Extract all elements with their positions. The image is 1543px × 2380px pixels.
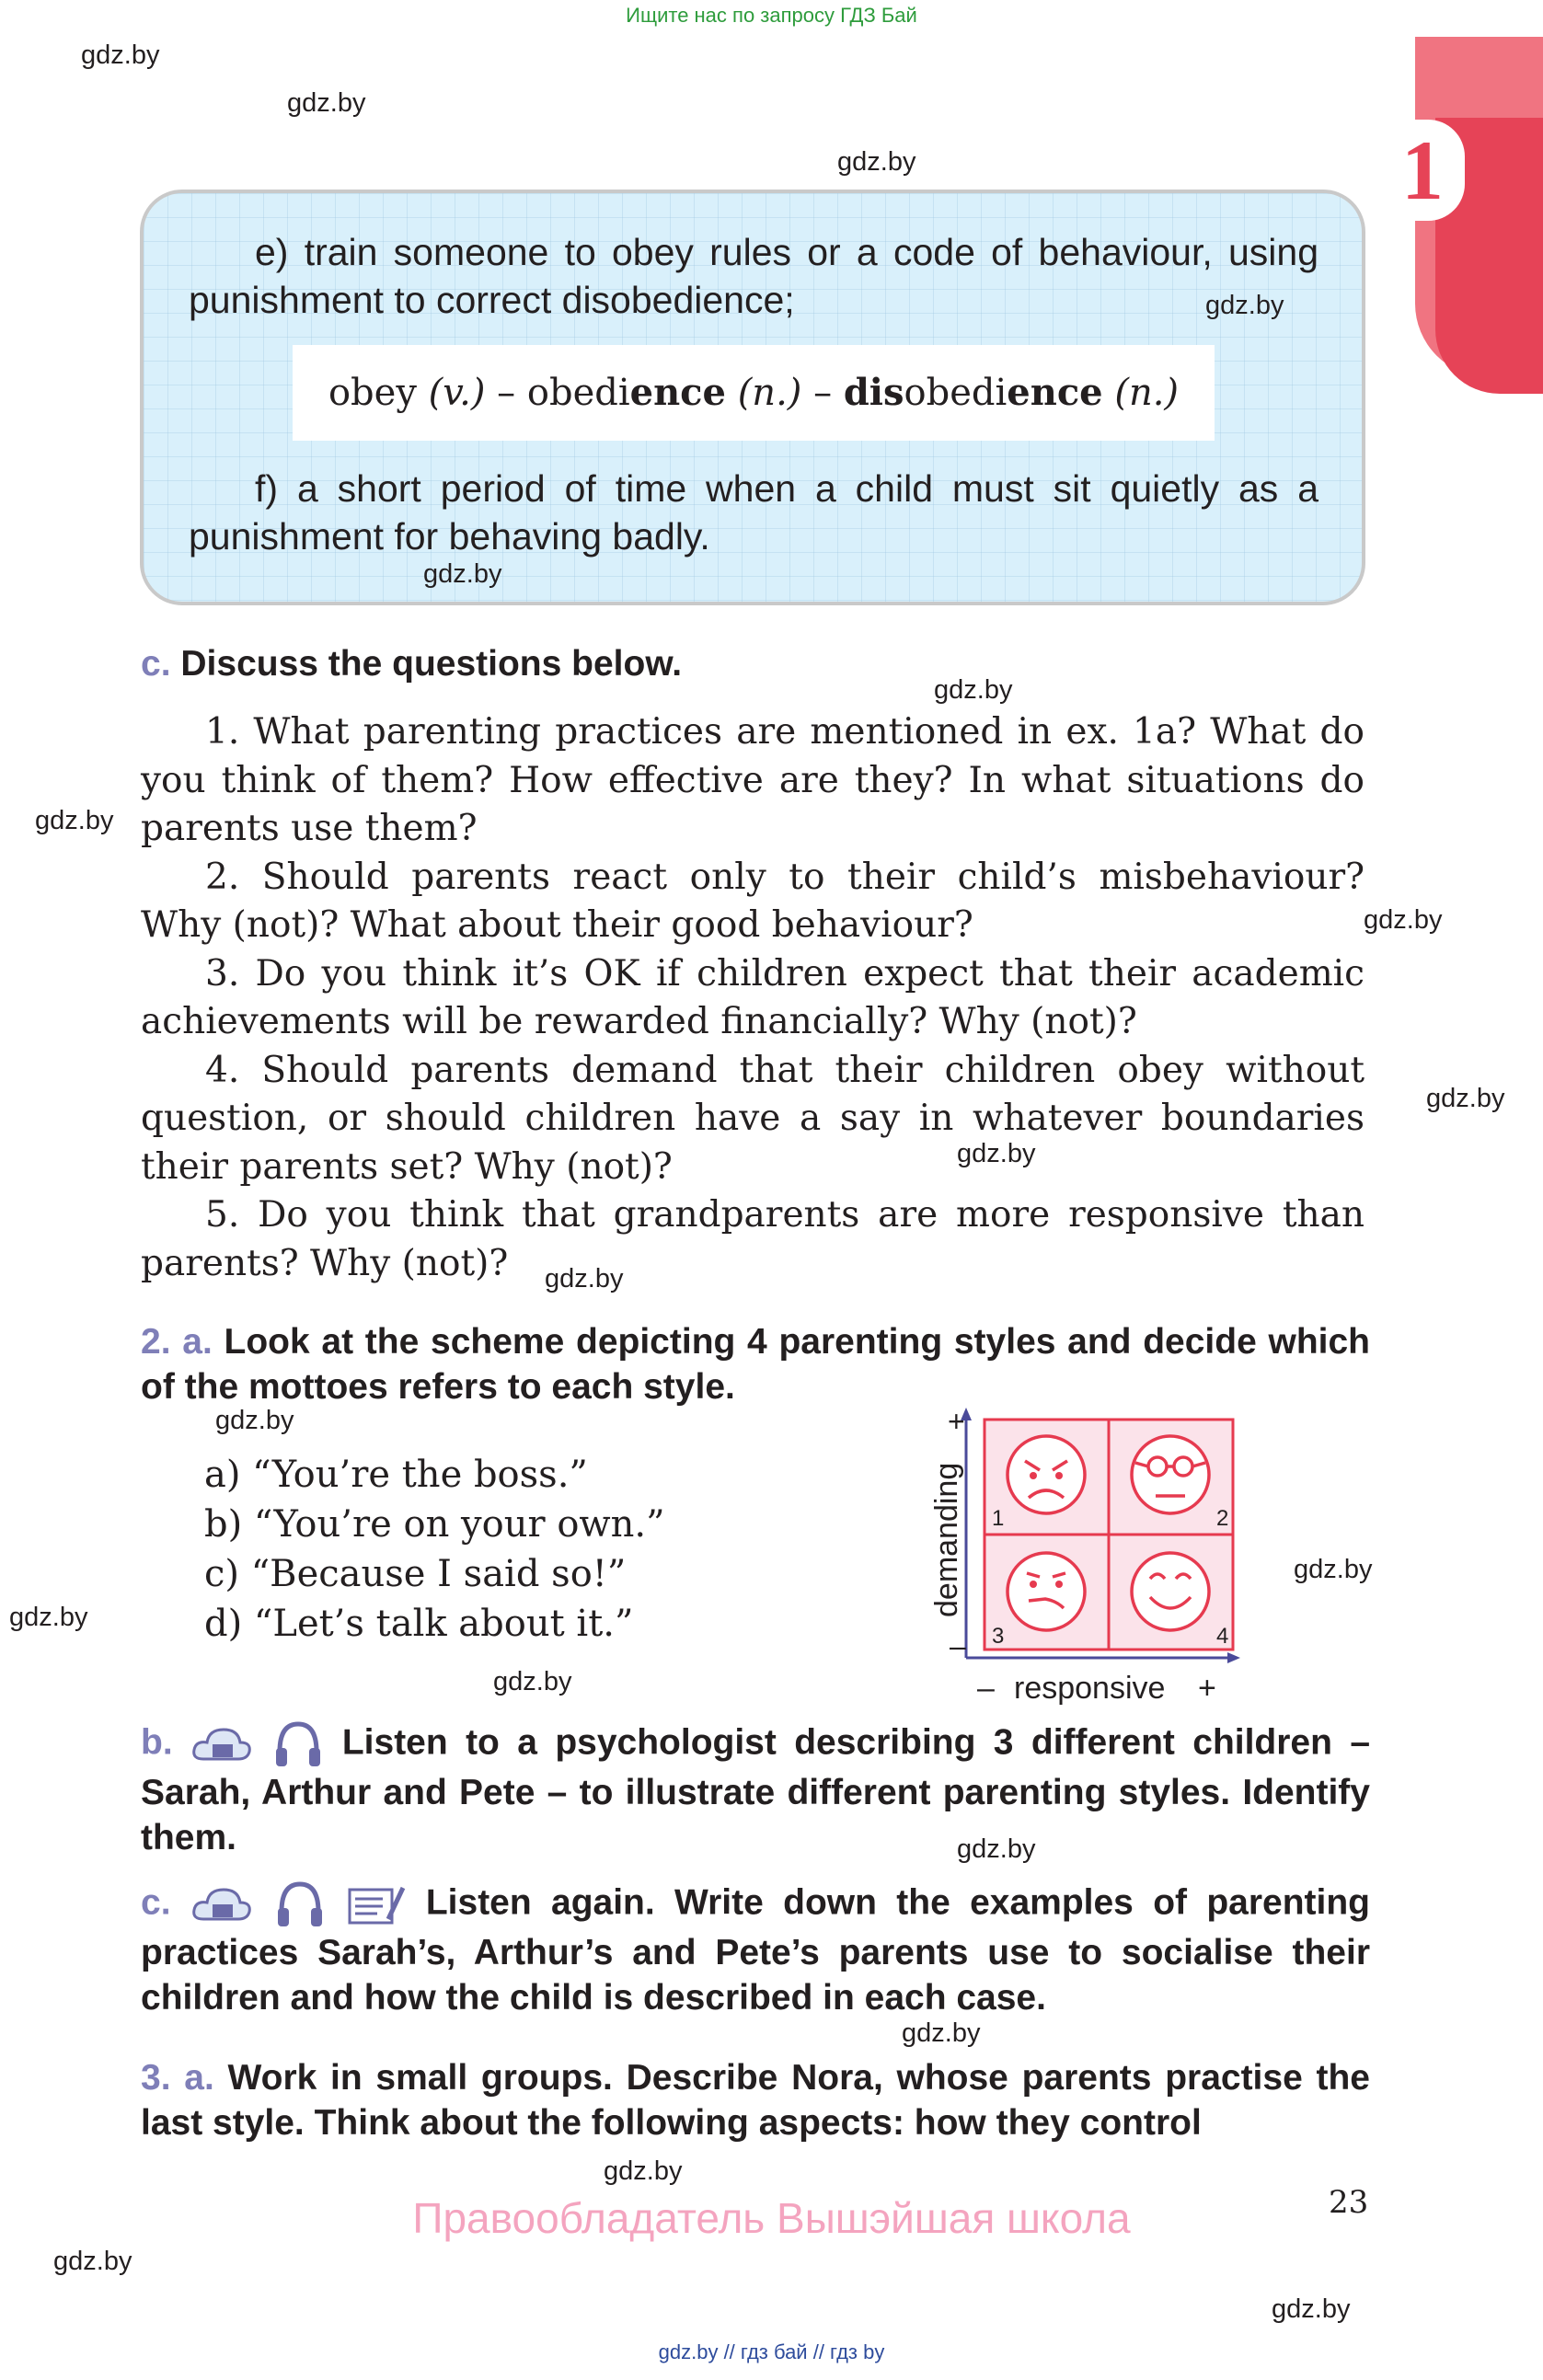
word-obedience-root: obedi — [526, 372, 630, 414]
angry-face-icon — [1008, 1436, 1085, 1513]
bottom-links[interactable]: gdz.by // гдз бай // гдз by — [658, 2340, 885, 2363]
pos-verb: (v.) — [428, 372, 486, 414]
watermark: gdz.by — [934, 675, 1013, 705]
y-minus-label: – — [950, 1629, 966, 1662]
question-1: 1. What parenting practices are mentioned in ex. 1a? What do you think of them? How effective are they? In what situations do parents use them? — [141, 711, 1365, 849]
pos-noun: (n.) — [737, 372, 802, 414]
questions-list — [141, 708, 1365, 1288]
watermark: gdz.by — [1364, 905, 1443, 935]
watermark: gdz.by — [287, 88, 366, 118]
ex3-letter-a: a. — [184, 2058, 214, 2098]
ex2-a-instruction — [141, 1319, 1370, 1409]
ex2-c-instruction — [141, 1879, 1370, 2020]
question-3: 3. Do you think it’s OK if children expect that their academic achievements will be rewarded financially? Why (not)? — [141, 952, 1365, 1042]
watermark: gdz.by — [1294, 1555, 1373, 1584]
dash: – — [497, 372, 516, 414]
smiling-face-icon — [1132, 1553, 1209, 1630]
definition-e: e) train someone to obey rules or a code of behaviour, using punishment to correct disobedience; — [189, 231, 1318, 321]
cloud-download-icon — [190, 1882, 255, 1926]
watermark: gdz.by — [9, 1603, 88, 1632]
motto-b: b) “You’re on your own.” — [204, 1503, 665, 1546]
quadrant-2: 2 — [1216, 1506, 1229, 1531]
motto-c: c) “Because I said so!” — [204, 1553, 627, 1595]
ex2-letter-a: a. — [182, 1322, 213, 1362]
watermark: gdz.by — [35, 806, 114, 835]
watermark: gdz.by — [837, 147, 916, 177]
quadrant-1: 1 — [992, 1506, 1005, 1531]
watermark: gdz.by — [81, 40, 160, 70]
glasses-face-icon — [1132, 1436, 1209, 1513]
page-number: 23 — [1329, 2184, 1369, 2221]
unsure-face-icon — [1008, 1553, 1085, 1630]
ex2-c-text: Listen again. Write down the examples of parenting practices Sarah’s, Arthur’s and Pete’s parents use to socialise their children and how the child is described in each case. — [141, 1882, 1370, 2018]
headphones-icon — [272, 1719, 324, 1770]
y-axis-label: demanding — [929, 1462, 964, 1617]
copyright-line: Правообладатель Вышэйшая школа — [412, 2194, 1131, 2242]
ex2-b-text: Listen to a psychologist describing 3 different children – Sarah, Arthur and Pete – to illustrate different parenting styles. Identify them. — [141, 1722, 1371, 1857]
notebook-writing-icon — [346, 1882, 407, 1926]
watermark: gdz.by — [1205, 291, 1284, 320]
section-c-title: Discuss the questions below. — [180, 644, 683, 684]
unit-number: 1 — [1380, 120, 1465, 221]
watermark: gdz.by — [493, 1667, 572, 1696]
question-4: 4. Should parents demand that their children obey without question, or should children have a say in whatever boundaries their parents set? Why (not)? — [141, 1049, 1365, 1188]
ex2-letter-c: c. — [141, 1882, 171, 1923]
headphones-icon — [274, 1879, 326, 1930]
word-obedience-root: obedi — [904, 372, 1008, 414]
ex3-a-instruction — [141, 2055, 1370, 2145]
ex2-b-instruction — [141, 1719, 1370, 1860]
x-plus-label: + — [1198, 1671, 1216, 1706]
watermark: gdz.by — [1426, 1084, 1505, 1113]
section-c-letter: c. — [141, 644, 171, 684]
cloud-download-icon — [190, 1722, 255, 1766]
suffix-ence: ence — [1007, 371, 1103, 414]
watermark: gdz.by — [902, 2018, 981, 2048]
word-obey: obey — [328, 372, 417, 414]
ex3-a-text: Work in small groups. Describe Nora, whose parents practise the last style. Think about the following aspects: how they control — [141, 2058, 1371, 2143]
top-banner[interactable]: Ищите нас по запросу ГДЗ Бай — [626, 4, 917, 27]
motto-a: a) “You’re the boss.” — [204, 1454, 588, 1496]
prefix-dis: dis — [843, 371, 904, 414]
watermark: gdz.by — [957, 1139, 1036, 1168]
ex2-number: 2. — [141, 1322, 171, 1362]
quadrant-4: 4 — [1216, 1624, 1229, 1649]
ex2-a-text: Look at the scheme depicting 4 parenting styles and decide which of the mottoes refers to each style. — [141, 1322, 1371, 1407]
pos-noun: (n.) — [1114, 372, 1180, 414]
ex3-number: 3. — [141, 2058, 171, 2098]
watermark: gdz.by — [1272, 2294, 1351, 2324]
watermark: gdz.by — [545, 1264, 624, 1293]
x-axis-label: responsive — [1014, 1671, 1166, 1706]
watermark: gdz.by — [53, 2247, 132, 2276]
watermark: gdz.by — [604, 2156, 683, 2186]
question-5: 5. Do you think that grandparents are more responsive than parents? Why (not)? — [141, 1194, 1365, 1284]
definition-f: f) a short period of time when a child must sit quietly as a punishment for behaving badly. — [189, 467, 1318, 558]
word-family-box — [293, 345, 1215, 441]
suffix-ence: ence — [629, 371, 726, 414]
quadrant-3: 3 — [992, 1624, 1005, 1649]
watermark: gdz.by — [423, 559, 502, 589]
mottoes-list — [204, 1450, 665, 1649]
dash: – — [813, 372, 833, 414]
x-minus-label: – — [977, 1671, 995, 1706]
ex2-letter-b: b. — [141, 1722, 173, 1763]
question-2: 2. Should parents react only to their child’s misbehaviour? Why (not)? What about their good behaviour? — [141, 856, 1365, 946]
motto-d: d) “Let’s talk about it.” — [204, 1603, 634, 1645]
watermark: gdz.by — [215, 1406, 294, 1435]
parenting-scheme — [929, 1406, 1251, 1709]
x-axis-arrow — [1227, 1652, 1240, 1663]
y-plus-label: + — [948, 1406, 965, 1438]
section-c-heading — [141, 641, 682, 686]
watermark: gdz.by — [957, 1834, 1036, 1864]
